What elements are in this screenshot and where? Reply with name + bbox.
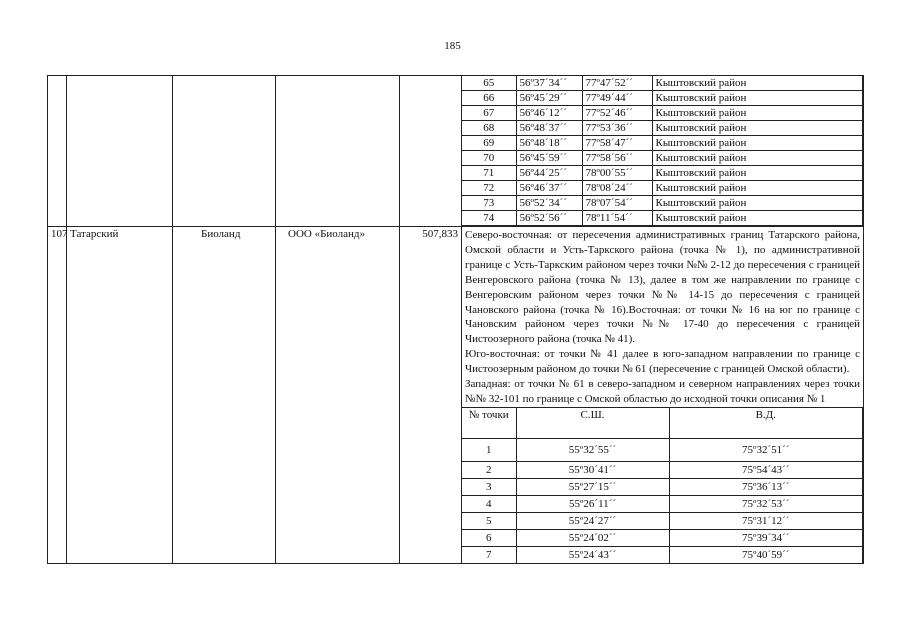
description-west: Западная: от точки № 61 в северо-западном и северном направлениях через точки №№ 32-101 по границе с Омской областью до исходной точки описания № 1 — [465, 378, 860, 405]
point-longitude: 75º32´51´´ — [669, 438, 863, 461]
point-row — [462, 181, 863, 196]
point-row — [462, 151, 863, 166]
hunting-grounds-table — [47, 75, 864, 564]
point-row — [462, 166, 863, 181]
point-longitude: 77º58´56´´ — [582, 151, 652, 166]
point-number: 74 — [462, 211, 516, 226]
cell-number-empty — [48, 76, 67, 227]
point-latitude: 55º26´11´´ — [516, 495, 669, 512]
entry-point-row — [462, 495, 863, 512]
entry-points-table — [462, 407, 863, 563]
point-district: Кыштовский район — [652, 151, 863, 166]
point-longitude: 75º40´59´´ — [669, 546, 863, 563]
point-longitude: 75º54´43´´ — [669, 461, 863, 478]
point-latitude: 56º44´25´´ — [516, 166, 582, 181]
point-district: Кыштовский район — [652, 76, 863, 91]
point-longitude: 75º39´34´´ — [669, 529, 863, 546]
point-latitude: 55º30´41´´ — [516, 461, 669, 478]
entry-point-row — [462, 461, 863, 478]
point-latitude: 55º24´27´´ — [516, 512, 669, 529]
point-row — [462, 121, 863, 136]
point-longitude: 78º11´54´´ — [582, 211, 652, 226]
point-number: 70 — [462, 151, 516, 166]
point-district: Кыштовский район — [652, 121, 863, 136]
point-number: 65 — [462, 76, 516, 91]
cell-name-empty — [173, 76, 276, 227]
entry-district: Татарский — [67, 227, 173, 564]
point-latitude: 56º37´34´´ — [516, 76, 582, 91]
entry-point-row — [462, 546, 863, 563]
entry-point-row — [462, 529, 863, 546]
point-latitude: 55º24´43´´ — [516, 546, 669, 563]
point-latitude: 55º32´55´´ — [516, 438, 669, 461]
point-longitude: 77º58´47´´ — [582, 136, 652, 151]
point-latitude: 56º46´12´´ — [516, 106, 582, 121]
point-district: Кыштовский район — [652, 136, 863, 151]
entry-area: 507,833 — [400, 227, 462, 564]
point-district: Кыштовский район — [652, 196, 863, 211]
point-number: 67 — [462, 106, 516, 121]
entry-point-row — [462, 438, 863, 461]
point-district: Кыштовский район — [652, 211, 863, 226]
point-latitude: 55º27´15´´ — [516, 478, 669, 495]
entry-point-row — [462, 478, 863, 495]
header-point-number: № точки — [462, 407, 516, 438]
entry-row — [48, 227, 864, 564]
entry-name: Биоланд — [173, 227, 276, 564]
point-longitude: 78º00´55´´ — [582, 166, 652, 181]
cell-user-empty — [276, 76, 400, 227]
boundary-description — [462, 227, 863, 407]
point-row — [462, 196, 863, 211]
point-row — [462, 136, 863, 151]
point-longitude: 75º31´12´´ — [669, 512, 863, 529]
point-district: Кыштовский район — [652, 91, 863, 106]
entry-number: 107 — [48, 227, 67, 564]
description-northeast-east: Северо-восточная: от пересечения административных границ Татарского района, Омской области и Усть-Таркского района (точка № 1), по административной границе с Усть-Таркским районом через точки №№ 2-12 до пересечения с границей Венгеровского района (точка № 13), далее в том же направлении по границе с Венгеровским районом через точки №№ 14-15 до пересечения с границей Чановского района (точка № 16).Восточная: от точки № 16 на юг по границе с Чановским районом через точки №№ 17-40 до пересечения с границей Чистоозерного района (точка № 41). — [465, 229, 860, 346]
cell-area-empty — [400, 76, 462, 227]
point-number: 5 — [462, 512, 516, 529]
point-row — [462, 76, 863, 91]
point-longitude: 78º07´54´´ — [582, 196, 652, 211]
point-longitude: 77º53´36´´ — [582, 121, 652, 136]
entry-point-row — [462, 512, 863, 529]
point-latitude: 56º48´37´´ — [516, 121, 582, 136]
point-longitude: 77º47´52´´ — [582, 76, 652, 91]
continuation-row — [48, 76, 864, 227]
point-number: 66 — [462, 91, 516, 106]
point-latitude: 56º45´59´´ — [516, 151, 582, 166]
header-latitude: С.Ш. — [516, 407, 669, 438]
point-latitude: 56º45´29´´ — [516, 91, 582, 106]
point-latitude: 56º48´18´´ — [516, 136, 582, 151]
point-longitude: 77º52´46´´ — [582, 106, 652, 121]
header-longitude: В.Д. — [669, 407, 863, 438]
point-number: 71 — [462, 166, 516, 181]
points-header-row — [462, 407, 863, 438]
entry-user: ООО «Биоланд» — [276, 227, 400, 564]
point-latitude: 56º52´34´´ — [516, 196, 582, 211]
point-longitude: 75º36´13´´ — [669, 478, 863, 495]
top-points-table — [462, 76, 863, 226]
point-longitude: 77º49´44´´ — [582, 91, 652, 106]
point-row — [462, 91, 863, 106]
point-row — [462, 106, 863, 121]
point-row — [462, 211, 863, 226]
entry-description-cell — [462, 227, 864, 564]
point-number: 3 — [462, 478, 516, 495]
point-latitude: 55º24´02´´ — [516, 529, 669, 546]
point-district: Кыштовский район — [652, 181, 863, 196]
point-longitude: 78º08´24´´ — [582, 181, 652, 196]
point-number: 7 — [462, 546, 516, 563]
point-latitude: 56º46´37´´ — [516, 181, 582, 196]
point-number: 69 — [462, 136, 516, 151]
page-number: 185 — [444, 40, 461, 52]
point-number: 4 — [462, 495, 516, 512]
point-latitude: 56º52´56´´ — [516, 211, 582, 226]
cell-points-continuation — [462, 76, 864, 227]
point-number: 72 — [462, 181, 516, 196]
cell-district-empty — [67, 76, 173, 227]
point-number: 1 — [462, 438, 516, 461]
point-number: 68 — [462, 121, 516, 136]
point-district: Кыштовский район — [652, 106, 863, 121]
point-longitude: 75º32´53´´ — [669, 495, 863, 512]
point-number: 73 — [462, 196, 516, 211]
point-district: Кыштовский район — [652, 166, 863, 181]
point-number: 2 — [462, 461, 516, 478]
description-southeast: Юго-восточная: от точки № 41 далее в юго-западном направлении по границе с Чистоозерным районом до точки № 61 (пересечение с границей Омской области). — [465, 348, 860, 376]
point-number: 6 — [462, 529, 516, 546]
